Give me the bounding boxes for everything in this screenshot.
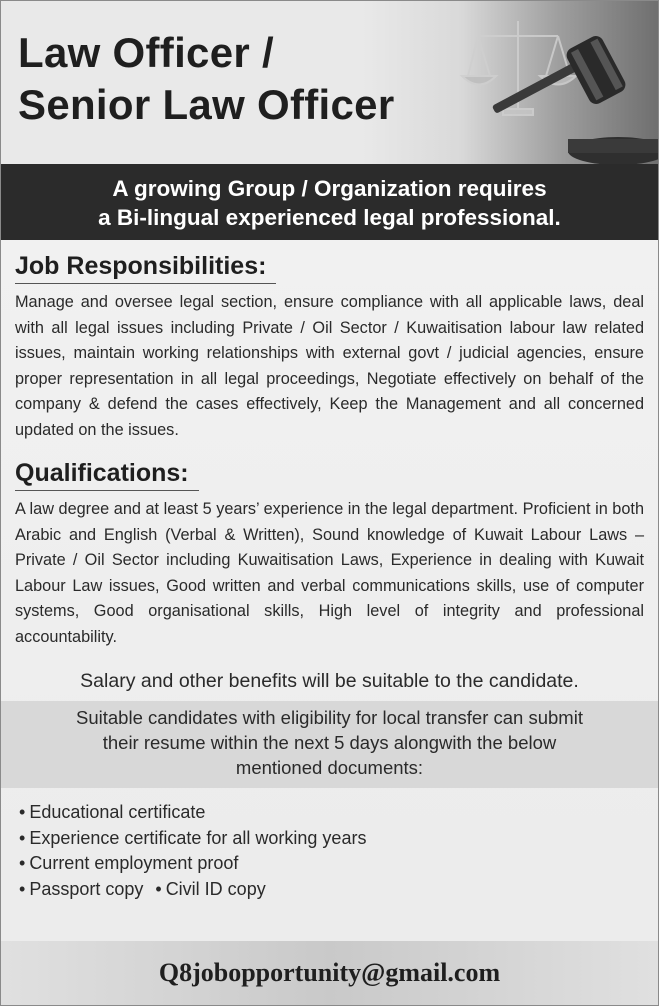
submission-line-3: mentioned documents: — [235, 757, 424, 778]
page-title — [18, 27, 395, 131]
documents-list — [1, 800, 658, 902]
document-label: Current employment proof — [29, 853, 239, 873]
bullet-icon: • — [155, 878, 162, 899]
list-item — [19, 877, 640, 903]
bullet-icon: • — [19, 802, 26, 822]
list-item — [19, 851, 640, 877]
document-label: Educational certificate — [29, 802, 206, 822]
bullet-icon: • — [19, 827, 26, 848]
responsibilities-section — [1, 240, 658, 443]
bullet-icon: • — [19, 853, 26, 873]
submission-line-1: Suitable candidates with eligibility for local transfer can submit — [76, 707, 583, 728]
qualifications-text: A law degree and at least 5 years’ experience in the legal department. Proficient in both Arabic and English (Verbal & Written), Sound knowledge of Kuwait Labour Laws – Private / Oil Sector including Kuwaitisation Laws, Experience in dealing with Kuwait Labour Law issues, Good written and verbal communications skills, use of computer systems, Good organisational skills, High level of integrity and professional accountability. — [15, 500, 644, 646]
document-label-extra: Civil ID copy — [165, 878, 266, 899]
bullet-icon: • — [19, 878, 26, 899]
responsibilities-text: Manage and oversee legal section, ensure compliance with all applicable laws, deal with all legal issues including Private / Oil Sector / Kuwaitisation labour law related issues, maintain working relationships with external govt / judicial agencies, ensure proper representation in all legal proceedings, Negotiate effectively on behalf of the company & defend the cases effectively, Keep the Management and all concerned updated on the issues. — [15, 293, 644, 439]
list-item — [19, 826, 640, 852]
title-line-1: Law Officer / — [18, 29, 274, 76]
qualifications-heading: Qualifications: — [15, 459, 199, 491]
contact-email[interactable]: Q8jobopportunity@gmail.com — [158, 958, 501, 987]
document-label: Experience certificate for all working years — [29, 827, 367, 848]
submission-instructions — [1, 701, 658, 788]
document-label: Passport copy — [29, 878, 144, 899]
submission-line-2: their resume within the next 5 days alongwith the below — [102, 732, 557, 753]
title-line-2: Senior Law Officer — [18, 81, 395, 128]
qualifications-section — [1, 443, 658, 650]
banner-line-1: A growing Group / Organization requires — [112, 176, 547, 201]
salary-note: Salary and other benefits will be suitable to the candidate. — [80, 670, 579, 692]
intro-banner — [1, 164, 658, 240]
contact-bar — [1, 941, 658, 1005]
header — [1, 1, 658, 164]
gavel-and-scales-icon — [458, 1, 658, 164]
list-item — [19, 800, 640, 826]
responsibilities-heading: Job Responsibilities: — [15, 252, 276, 284]
banner-line-2: a Bi-lingual experienced legal professional. — [98, 205, 561, 230]
